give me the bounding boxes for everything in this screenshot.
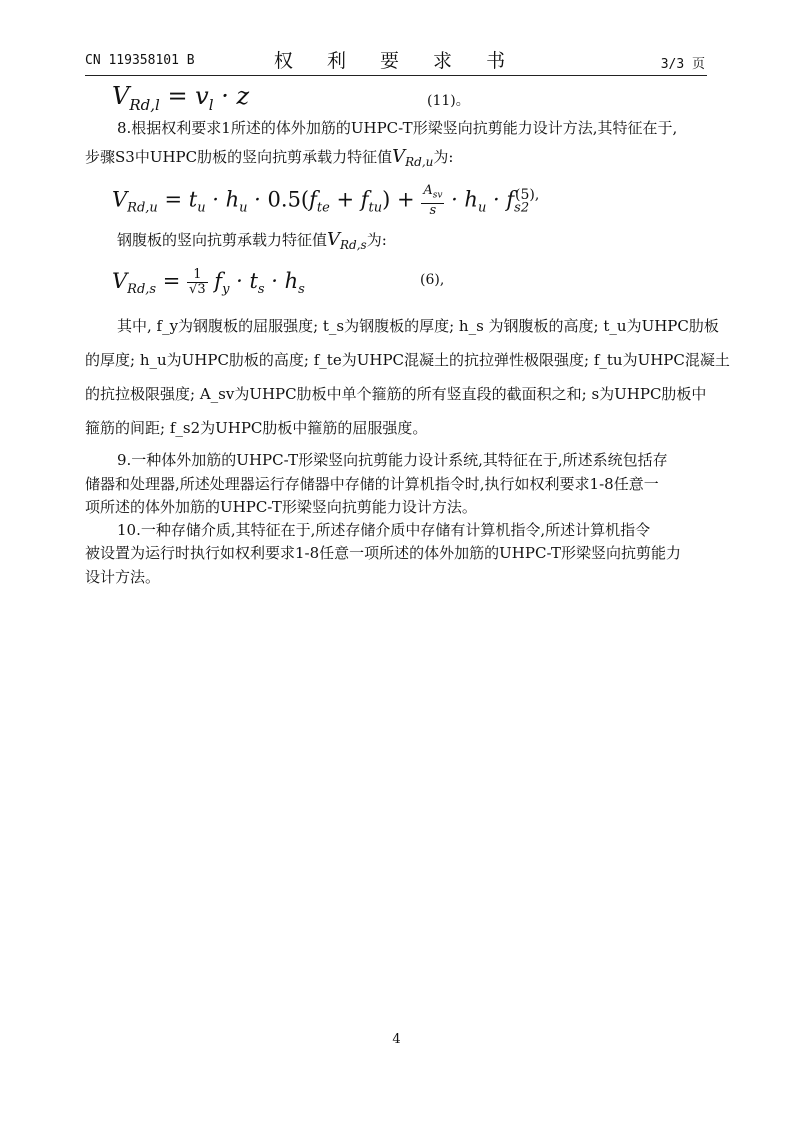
claim-8-where-line-2: 的厚度; h_u为UHPC肋板的高度; f_te为UHPC混凝土的抗拉弹性极限强度; f_tu为UHPC混凝土 [85,351,730,369]
claim-10-line-3: 设计方法。 [85,568,161,586]
page-number: 4 [392,1032,401,1047]
claim-9-line-2: 储器和处理器,所述处理器运行存储器中存储的计算机指令时,执行如权利要求1-8任意一 [85,475,659,493]
document-id: CN 119358101 B [85,53,195,68]
claim-10-line-1: 10.一种存储介质,其特征在于,所述存储介质中存储有计算机指令,所述计算机指令 [117,521,651,539]
claim-8-where-line-1: 其中, f_y为钢腹板的屈服强度; t_s为钢腹板的厚度; h_s 为钢腹板的高度; t_u为UHPC肋板 [117,317,719,335]
equation-6-number: (6), [420,272,445,288]
claim-8-line-1: 8.根据权利要求1所述的体外加筋的UHPC-T形梁竖向抗剪能力设计方法,其特征在于, [117,119,678,137]
page-indicator: 3/3 页 [660,57,705,72]
equation-5-number: (5), [515,187,540,203]
header-rule [85,75,707,76]
equation-11: $V_{Rd,l} = v_l \cdot z$ [112,82,250,114]
claim-8-line-2: 步骤S3中UHPC肋板的竖向抗剪承载力特征值$V_{Rd,u}$为: [85,146,454,169]
claim-8-where-line-4: 箍筋的间距; f_s2为UHPC肋板中箍筋的屈服强度。 [85,419,428,437]
equation-11-number: (11)。 [427,93,470,109]
page-title: 权 利 要 求 书 [273,50,520,72]
claim-8-line-3: 钢腹板的竖向抗剪承载力特征值$V_{Rd,s}$为: [117,229,387,252]
equation-6: $V_{Rd,s}$ = $\frac{1}{√3}$ $f_y \cdot t_s \cdot h_s$ [112,267,305,298]
equation-5: $V_{Rd,u} = t_u \cdot h_u \cdot 0.5(f_{te} + f_{tu})$ + $\frac{A_{sv}}{s}$ · $h_u \cdot f_{s2}$ [112,183,530,218]
claim-9-line-1: 9.一种体外加筋的UHPC-T形梁竖向抗剪能力设计系统,其特征在于,所述系统包括存 [117,451,668,469]
claim-10-line-2: 被设置为运行时执行如权利要求1-8任意一项所述的体外加筋的UHPC-T形梁竖向抗剪能力 [85,544,681,562]
claim-8-where-line-3: 的抗拉极限强度; A_sv为UHPC肋板中单个箍筋的所有竖直段的截面积之和; s为UHPC肋板中 [85,385,707,403]
claim-9-line-3: 项所述的体外加筋的UHPC-T形梁竖向抗剪能力设计方法。 [85,498,477,516]
